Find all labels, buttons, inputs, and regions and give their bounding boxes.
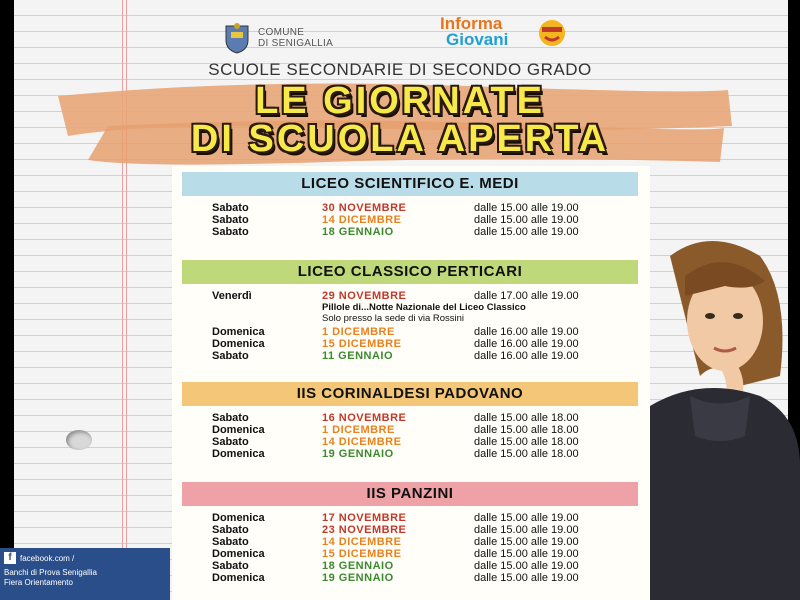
- row-time: dalle 15.00 alle 19.00: [474, 226, 579, 238]
- row-day: Domenica: [212, 424, 265, 436]
- schedule-row: [182, 512, 638, 524]
- crest-icon: [222, 22, 252, 54]
- row-date: 15 DICEMBRE: [322, 548, 402, 560]
- row-day: Sabato: [212, 214, 249, 226]
- row-date: 11 GENNAIO: [322, 350, 394, 362]
- section-liceo-classico: [182, 260, 638, 362]
- schedule-row: [182, 412, 638, 424]
- comune-line1: COMUNE: [258, 27, 305, 38]
- comune-logo: [222, 22, 333, 54]
- title-line2: DI SCUOLA APERTA: [190, 118, 610, 160]
- row-time: dalle 15.00 alle 18.00: [474, 436, 579, 448]
- row-date: 16 NOVEMBRE: [322, 412, 407, 424]
- row-day: Domenica: [212, 512, 265, 524]
- row-day: Sabato: [212, 536, 249, 548]
- schedule-row: [182, 548, 638, 560]
- section-iis-corinaldesi: [182, 382, 638, 460]
- row-date: 15 DICEMBRE: [322, 338, 402, 350]
- row-date: 14 DICEMBRE: [322, 214, 402, 226]
- row-day: Domenica: [212, 548, 265, 560]
- row-date: 29 NOVEMBRE: [322, 290, 407, 302]
- section-iis-panzini: [182, 482, 638, 584]
- row-time: dalle 16.00 alle 19.00: [474, 326, 579, 338]
- ig-line2: Giovani: [446, 30, 509, 49]
- row-time: dalle 15.00 alle 19.00: [474, 524, 579, 536]
- schedule-row: [182, 290, 638, 302]
- row-day: Sabato: [212, 524, 249, 536]
- row-date: 18 GENNAIO: [322, 560, 394, 572]
- subtitle: SCUOLE SECONDARIE DI SECONDO GRADO: [208, 60, 592, 79]
- comune-line2: DI SENIGALLIA: [258, 38, 334, 49]
- ig-line1: Informa: [440, 14, 503, 33]
- row-time: dalle 17.00 alle 19.00: [474, 290, 579, 302]
- section-heading: LICEO SCIENTIFICO E. MEDI: [182, 172, 638, 196]
- section-heading: IIS PANZINI: [182, 482, 638, 506]
- row-date: 14 DICEMBRE: [322, 536, 402, 548]
- row-time: dalle 16.00 alle 19.00: [474, 350, 579, 362]
- section-liceo-scientifico: [182, 172, 638, 238]
- section-heading: LICEO CLASSICO PERTICARI: [182, 260, 638, 284]
- row-day: Sabato: [212, 560, 249, 572]
- facebook-url[interactable]: facebook.com /: [20, 554, 75, 563]
- schedule-row: [182, 202, 638, 214]
- row-day: Sabato: [212, 350, 249, 362]
- schedule-row: [182, 226, 638, 238]
- row-time: dalle 15.00 alle 19.00: [474, 572, 579, 584]
- row-date: 17 NOVEMBRE: [322, 512, 407, 524]
- row-date: 1 DICEMBRE: [322, 326, 395, 338]
- row-time: dalle 15.00 alle 19.00: [474, 548, 579, 560]
- row-day: Venerdì: [212, 290, 252, 302]
- notebook-hole: [66, 430, 92, 450]
- schedule-row: [182, 214, 638, 226]
- row-date: 19 GENNAIO: [322, 448, 394, 460]
- row-date: 19 GENNAIO: [322, 572, 394, 584]
- row-date: 14 DICEMBRE: [322, 436, 402, 448]
- facebook-box[interactable]: [0, 548, 170, 600]
- section-heading: IIS CORINALDESI PADOVANO: [182, 382, 638, 406]
- schedule-row: [182, 424, 638, 436]
- schedule-row: [182, 560, 638, 572]
- row-day: Sabato: [212, 202, 249, 214]
- facebook-icon: f: [4, 552, 16, 564]
- schedule-row: [182, 536, 638, 548]
- row-date: 18 GENNAIO: [322, 226, 394, 238]
- row-time: dalle 15.00 alle 18.00: [474, 412, 579, 424]
- student-photo: [630, 236, 800, 600]
- row-day: Domenica: [212, 338, 265, 350]
- row-time: dalle 15.00 alle 19.00: [474, 536, 579, 548]
- row-date: 1 DICEMBRE: [322, 424, 395, 436]
- row-time: dalle 15.00 alle 19.00: [474, 560, 579, 572]
- row-day: Domenica: [212, 326, 265, 338]
- schedule-row: [182, 572, 638, 584]
- title-line1: LE GIORNATE: [255, 80, 545, 122]
- smiley-icon: [536, 18, 568, 48]
- row-day: Sabato: [212, 412, 249, 424]
- row-day: Domenica: [212, 572, 265, 584]
- row-date: 23 NOVEMBRE: [322, 524, 407, 536]
- header: [0, 12, 800, 52]
- facebook-page-name: Banchi di Prova Senigallia: [4, 568, 97, 577]
- schedule-row: [182, 350, 638, 362]
- location-note: Solo presso la sede di via Rossini: [322, 313, 465, 324]
- schedule-row: [182, 524, 638, 536]
- row-time: dalle 16.00 alle 19.00: [474, 338, 579, 350]
- schedule-row: [182, 448, 638, 460]
- row-day: Sabato: [212, 436, 249, 448]
- facebook-page-sub: Fiera Orientamento: [4, 578, 73, 587]
- row-time: dalle 15.00 alle 19.00: [474, 214, 579, 226]
- row-time: dalle 15.00 alle 18.00: [474, 424, 579, 436]
- row-day: Sabato: [212, 226, 249, 238]
- comune-text: [258, 27, 333, 49]
- schedule-row: [182, 338, 638, 350]
- row-day: Domenica: [212, 448, 265, 460]
- schedule-row: [182, 326, 638, 338]
- row-date: 30 NOVEMBRE: [322, 202, 407, 214]
- informagiovani-logo: [440, 16, 508, 48]
- event-note: Pillole di...Notte Nazionale del Liceo Classico: [322, 302, 526, 313]
- row-time: dalle 15.00 alle 19.00: [474, 202, 579, 214]
- row-time: dalle 15.00 alle 18.00: [474, 448, 579, 460]
- row-time: dalle 15.00 alle 19.00: [474, 512, 579, 524]
- schedule-row: [182, 436, 638, 448]
